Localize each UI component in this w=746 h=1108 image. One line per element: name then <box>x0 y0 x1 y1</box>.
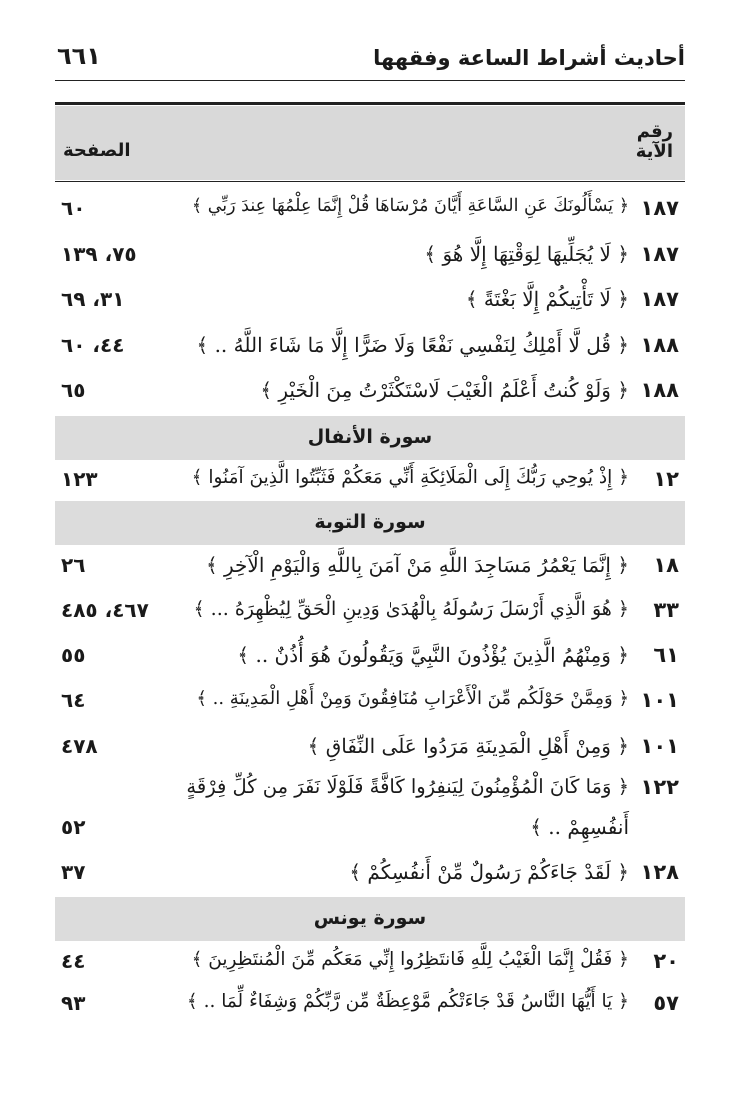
ayah-number: ١٢ <box>653 467 679 491</box>
ayah-number: ١٠١ <box>640 688 679 712</box>
verse-text: ﴿ يَا أَيُّهَا النَّاسُ قَدْ جَاءَتْكُم مَّوْعِظَةٌ مِّن رَّبِّكُمْ وَشِفَاءٌ لِّمَا .. ﴾ <box>186 991 629 1012</box>
surah-title: سورة الأنفال <box>307 426 433 448</box>
column-header-ayah-line1: رقم <box>636 121 673 142</box>
page-reference: ٢٦ <box>61 553 86 577</box>
ayah-number: ١٨٨ <box>640 333 679 357</box>
page-reference: ٥٢ <box>61 815 86 839</box>
ayah-number: ١٠١ <box>640 734 679 758</box>
ayah-number: ٦١ <box>653 643 679 667</box>
page-reference: ٦٤ <box>61 688 86 712</box>
verse-text-line2: أَنفُسِهِمْ .. ﴾ <box>530 815 629 839</box>
verse-text: ﴿ وَمِنْهُمُ الَّذِينَ يُؤْذُونَ النَّبِيَّ وَيَقُولُونَ هُوَ أُذُنٌ .. ﴾ <box>237 643 629 667</box>
page-reference: ٧٥، ١٣٩ <box>61 242 137 266</box>
verse-text: ﴿ يَسْأَلُونَكَ عَنِ السَّاعَةِ أَيَّانَ مُرْسَاهَا قُلْ إِنَّمَا عِلْمُهَا عِندَ رَبِّي ﴾ <box>191 196 629 216</box>
surah-title: سورة يونس <box>313 907 427 929</box>
column-header-ayah-line2: الآية <box>635 141 673 162</box>
ayah-number: ١٨٧ <box>640 196 679 220</box>
verse-text: ﴿ وَمِمَّنْ حَوْلَكُم مِّنَ الْأَعْرَابِ مُنَافِقُونَ وَمِنْ أَهْلِ الْمَدِينَةِ .. ﴾ <box>196 688 629 709</box>
verse-text: ﴿ إِنَّمَا يَعْمُرُ مَسَاجِدَ اللَّهِ مَنْ آمَنَ بِاللَّهِ وَالْيَوْمِ الْآخِرِ ﴾ <box>205 553 629 577</box>
verse-text-line1: ﴿ وَمَا كَانَ الْمُؤْمِنُونَ لِيَنفِرُوا كَافَّةً فَلَوْلَا نَفَرَ مِن كُلِّ فِرْقَةٍ <box>186 775 629 798</box>
ayah-number: ٥٧ <box>653 991 679 1015</box>
column-header-page: الصفحة <box>63 140 131 161</box>
page-reference: ٦٥ <box>61 378 86 402</box>
page-reference: ٤٤ <box>61 949 86 973</box>
table-top-rule <box>55 102 685 105</box>
verse-text: ﴿ إِذْ يُوحِي رَبُّكَ إِلَى الْمَلَائِكَةِ أَنِّي مَعَكُمْ فَثَبِّتُوا الَّذِينَ آمَنُوا ﴾ <box>191 467 629 488</box>
table-head-rule <box>55 181 685 182</box>
page-header <box>55 40 685 80</box>
verse-text: ﴿ فَقُلْ إِنَّمَا الْغَيْبُ لِلَّهِ فَانتَظِرُوا إِنِّي مَعَكُم مِّنَ الْمُنتَظِرِينَ ﴾ <box>191 949 629 970</box>
surah-heading <box>55 897 685 941</box>
column-header-ayah <box>613 122 673 162</box>
verse-text: ﴿ وَلَوْ كُنتُ أَعْلَمُ الْغَيْبَ لَاسْتَكْثَرْتُ مِنَ الْخَيْرِ ﴾ <box>260 378 629 402</box>
page-reference: ٤٧٨ <box>61 734 98 758</box>
verse-text: ﴿ وَمِنْ أَهْلِ الْمَدِينَةِ مَرَدُوا عَلَى النِّفَاقِ ﴾ <box>307 734 629 758</box>
page-reference: ١٢٣ <box>61 467 98 491</box>
ayah-number: ٢٠ <box>653 949 679 973</box>
verse-text: ﴿ لَقَدْ جَاءَكُمْ رَسُولٌ مِّنْ أَنفُسِكُمْ ﴾ <box>349 860 629 884</box>
ayah-number: ١٢٢ <box>640 775 679 799</box>
verse-text: ﴿ لَا يُجَلِّيهَا لِوَقْتِهَا إِلَّا هُوَ ﴾ <box>424 242 629 266</box>
ayah-number: ١٢٨ <box>640 860 679 884</box>
page-reference: ٤٦٧، ٤٨٥ <box>61 598 149 622</box>
header-divider <box>55 80 685 81</box>
ayah-number: ٣٣ <box>653 598 679 622</box>
book-title: أحاديث أشراط الساعة وفقهها <box>373 46 685 70</box>
page-reference: ٦٠ <box>61 196 86 220</box>
page-reference: ٣٧ <box>61 860 86 884</box>
page-reference: ٩٣ <box>61 991 86 1015</box>
surah-heading <box>55 501 685 545</box>
page-number: ٦٦١ <box>57 42 101 70</box>
page-reference: ٥٥ <box>61 643 86 667</box>
ayah-number: ١٨٧ <box>640 242 679 266</box>
ayah-number: ١٨٨ <box>640 378 679 402</box>
ayah-number: ١٨٧ <box>640 287 679 311</box>
ayah-number: ١٨ <box>653 553 679 577</box>
surah-heading <box>55 416 685 460</box>
table-header <box>55 106 685 180</box>
verse-text: ﴿ هُوَ الَّذِي أَرْسَلَ رَسُولَهُ بِالْهُدَىٰ وَدِينِ الْحَقِّ لِيُظْهِرَهُ ... ﴾ <box>193 598 629 620</box>
verse-text: ﴿ لَا تَأْتِيكُمْ إِلَّا بَغْتَةً ﴾ <box>465 287 629 311</box>
verse-text: ﴿ قُل لَّا أَمْلِكُ لِنَفْسِي نَفْعًا وَلَا ضَرًّا إِلَّا مَا شَاءَ اللَّهُ .. ﴾ <box>196 333 629 357</box>
page-reference: ٤٤، ٦٠ <box>61 333 125 357</box>
surah-title: سورة التوبة <box>314 511 426 533</box>
page-reference: ٣١، ٦٩ <box>61 287 125 311</box>
